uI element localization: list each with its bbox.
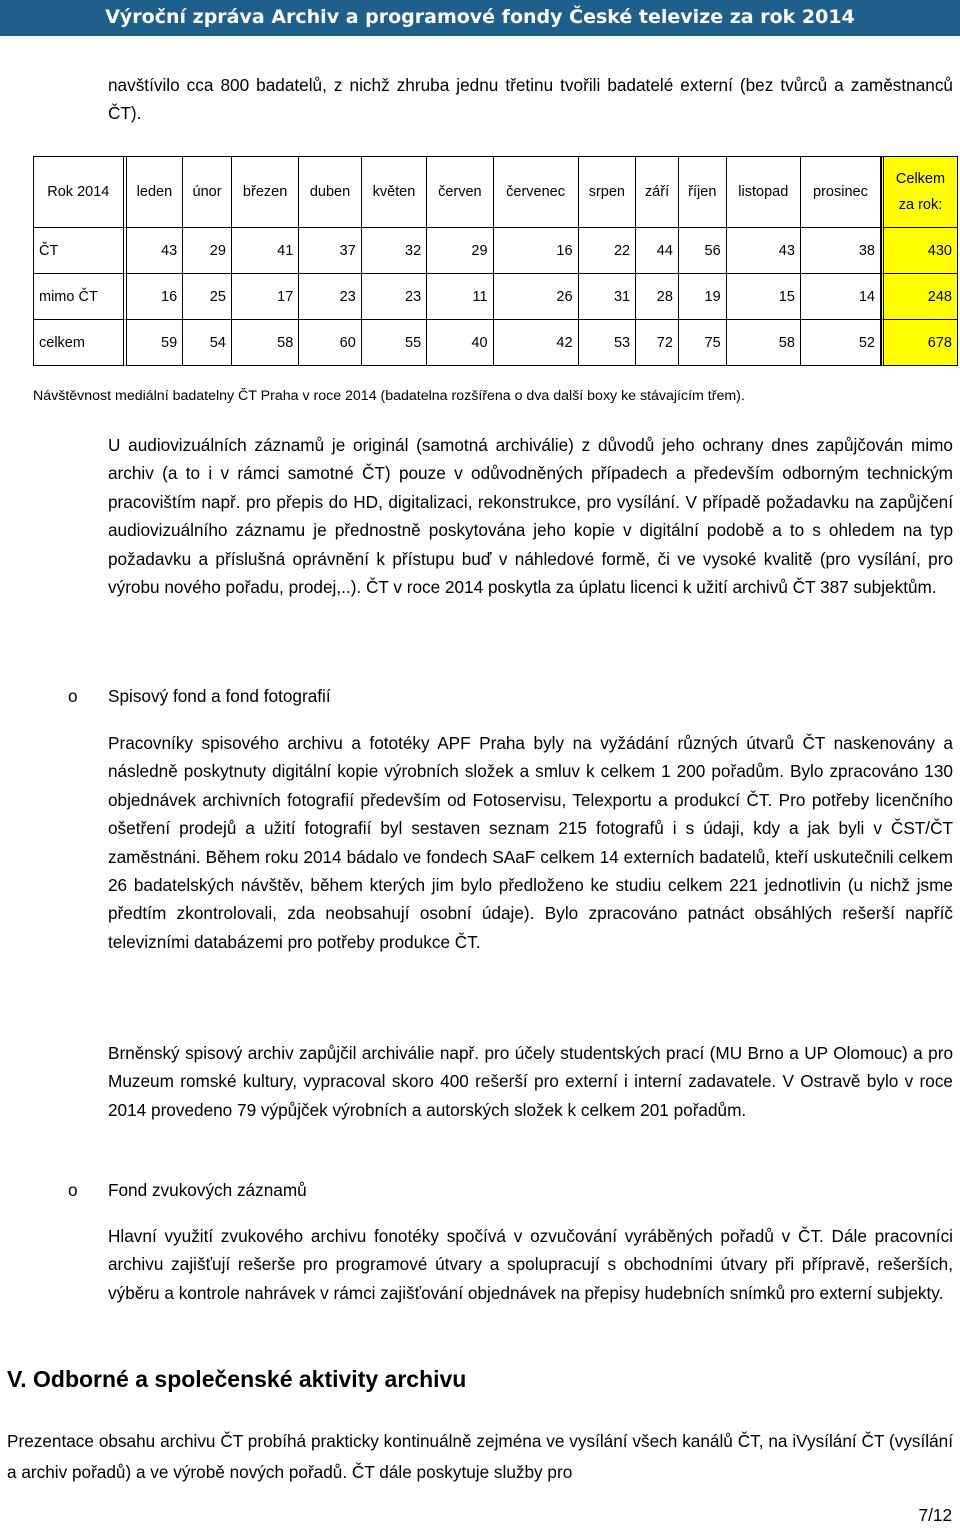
section-zvuk-paragraph: Hlavní využití zvukového archivu fonotéky spočívá v ozvučování vyráběných pořadů v ČT. Dále pracovníci archivu zajišťují rešerše pro programové útvary a spolupracují s obchodními útvary při přípravě, rešerších, výběru a kontrole nahrávek v rámci zajišťování objednávek na přepisy hudebních snímků pro externí subjekty. (108, 1226, 953, 1303)
table-cell: 26 (494, 274, 579, 320)
table-cell: 41 (232, 228, 299, 274)
month-header: listopad (727, 157, 801, 228)
table-cell: 42 (494, 320, 579, 366)
month-header: srpen (579, 157, 637, 228)
month-header: leden (127, 157, 184, 228)
report-title: Výroční zpráva Archiv a programové fondy České televize za rok 2014 (105, 6, 855, 28)
month-header: říjen (679, 157, 727, 228)
month-header: červenec (494, 157, 579, 228)
table-cell: 40 (427, 320, 493, 366)
table-row (34, 228, 958, 274)
row-label: mimo ČT (34, 274, 127, 320)
table-header-row (34, 157, 958, 228)
table-cell: 23 (299, 274, 361, 320)
report-header (0, 0, 960, 36)
table-cell: 37 (299, 228, 361, 274)
table-cell: 19 (679, 274, 727, 320)
row-label: celkem (34, 320, 127, 366)
audiovisual-paragraph: U audiovizuálních záznamů je originál (samotná archiválie) z důvodů jeho ochrany dnes zapůjčován mimo archiv (a to i v rámci samotné ČT) pouze v odůvodněných případech a především odborným technickým pracovištím např. pro přepis do HD, digitalizaci, rekonstrukce, pro vysílání. V případě požadavku na zapůjčení audiovizuálního záznamu je přednostně poskytována jeho kopie v digitální podobě a to s ohledem na typ požadavku a příslušná oprávnění k přístupu buď v náhledové formě, či ve vysoké kvalitě (pro vysílání, pro výrobu nového pořadu, prodej,..). ČT v roce 2014 poskytla za úplatu licenci k užití archivů ČT 387 subjektům. (108, 435, 953, 598)
month-header: září (636, 157, 679, 228)
total-header-line2: za rok: (898, 197, 943, 213)
table-cell: 75 (679, 320, 727, 366)
table-cell: 59 (127, 320, 184, 366)
visits-table (33, 156, 958, 366)
table-cell: 56 (679, 228, 727, 274)
chapter-paragraph: Prezentace obsahu archivu ČT probíhá prakticky kontinuálně zejména ve vysílání všech kanálů ČT, na iVysílání ČT (vysílání a archiv pořadů) a ve výrobě nových pořadů. ČT dále poskytuje služby pro (7, 1431, 953, 1482)
table-cell: 38 (801, 228, 881, 274)
table-cell: 43 (727, 228, 801, 274)
total-header-line1: Celkem (895, 171, 946, 187)
table-cell: 25 (183, 274, 232, 320)
table-cell: 72 (636, 320, 679, 366)
table-cell: 14 (801, 274, 881, 320)
page-number: 7/12 (918, 1505, 952, 1525)
table-row (34, 320, 958, 366)
bullet-marker: o (68, 686, 78, 706)
table-cell: 43 (127, 228, 184, 274)
table-cell: 32 (362, 228, 427, 274)
table-cell: 15 (727, 274, 801, 320)
section-spis-paragraph-2: Brněnský spisový archiv zapůjčil archiválie např. pro účely studentských prací (MU Brno a UP Olomouc) a pro Muzeum romské kultury, vypracoval skoro 400 rešerší pro externí i interní zadavatele. V Ostravě bylo v roce 2014 provedeno 79 výpůjček výrobních a autorských složek k celkem 201 pořadům. (108, 1043, 953, 1120)
table-cell: 52 (801, 320, 881, 366)
section-spis-title: Spisový fond a fond fotografií (108, 686, 331, 706)
table-cell: 11 (427, 274, 493, 320)
total-cell: 430 (881, 228, 958, 274)
table-cell: 54 (183, 320, 232, 366)
table-cell: 31 (579, 274, 637, 320)
table-row (34, 274, 958, 320)
bullet-marker: o (68, 1180, 78, 1200)
table-cell: 58 (232, 320, 299, 366)
table-cell: 29 (183, 228, 232, 274)
table-cell: 29 (427, 228, 493, 274)
table-cell: 55 (362, 320, 427, 366)
table-cell: 16 (127, 274, 184, 320)
month-header: březen (232, 157, 299, 228)
table-cell: 22 (579, 228, 637, 274)
table-cell: 58 (727, 320, 801, 366)
table-cell: 28 (636, 274, 679, 320)
section-zvuk-title: Fond zvukových záznamů (108, 1180, 307, 1200)
table-cell: 53 (579, 320, 637, 366)
table-caption: Návštěvnost mediální badatelny ČT Praha v roce 2014 (badatelna rozšířena o dva další boxy ke stávajícím třem). (33, 388, 745, 404)
month-header: červen (427, 157, 493, 228)
table-cell: 23 (362, 274, 427, 320)
chapter-title: V. Odborné a společenské aktivity archivu (7, 1366, 467, 1392)
table-cell: 16 (494, 228, 579, 274)
table-cell: 44 (636, 228, 679, 274)
month-header: prosinec (801, 157, 881, 228)
total-cell: 678 (881, 320, 958, 366)
month-header: květen (362, 157, 427, 228)
intro-paragraph: navštívilo cca 800 badatelů, z nichž zhruba jednu třetinu tvořili badatelé externí (bez tvůrců a zaměstnanců ČT). (108, 75, 953, 124)
section-spis-paragraph-1: Pracovníky spisového archivu a fototéky APF Praha byly na vyžádání různých útvarů ČT naskenovány a následně poskytnuty digitální kopie výrobních složek a smluv k celkem 1 200 pořadům. Bylo zpracováno 130 objednávek archivních fotografií především od Fotoservisu, Telexportu a produkcí ČT. Pro potřeby licenčního ošetření prodejů a užití fotografií byl sestaven seznam 215 fotografů i s údaji, kdy a jak byli v ČST/ČT zaměstnáni. Během roku 2014 bádalo ve fondech SAaF celkem 14 externích badatelů, kteří uskutečnili celkem 26 badatelských návštěv, během kterých jim bylo předloženo ke studiu celkem 221 jednotlivin (u nichž jsme předtím zkontrolovali, zda neobsahují osobní údaje). Bylo zpracováno patnáct obsáhlých rešerší napříč televizními databázemi pro potřeby produkce ČT. (108, 733, 953, 952)
table-cell: 60 (299, 320, 361, 366)
table-cell: 17 (232, 274, 299, 320)
month-header: duben (299, 157, 361, 228)
total-cell: 248 (881, 274, 958, 320)
table-header-year: Rok 2014 (34, 157, 127, 228)
month-header: únor (183, 157, 232, 228)
total-header (881, 157, 958, 228)
row-label: ČT (34, 228, 127, 274)
